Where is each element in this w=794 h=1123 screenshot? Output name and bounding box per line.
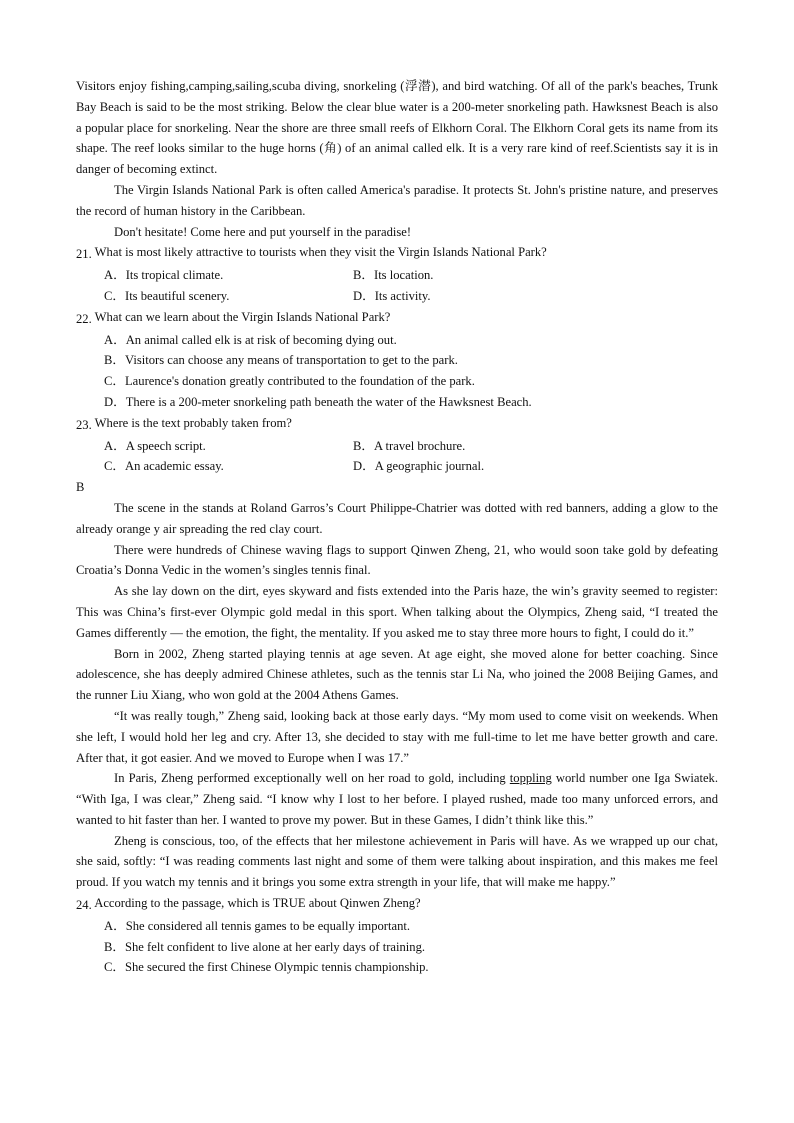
question-number: 21. bbox=[76, 247, 92, 262]
exam-page bbox=[76, 76, 718, 978]
passage-b-paragraph-7: Zheng is conscious, too, of the effects that her milestone achievement in Paris will have. As we wrapped up our chat, she said, softly: “I was reading comments last night and some of them were talking about inspiration, and this makes me feel proud. If you watch my tennis and it brings you some extra strength in your life, that will make me happy.” bbox=[76, 833, 718, 890]
passage-b-paragraph-4: Born in 2002, Zheng started playing tennis at age seven. At age eight, she moved alone for better coaching. Since adolescence, she has deeply admired Chinese athletes, such as the tennis star Li Na, who joined the 2008 Beijing Games, and the runner Liu Xiang, who won gold at the 2004 Athens Games. bbox=[76, 646, 718, 703]
option-a[interactable]: A．Its tropical climate. bbox=[104, 268, 224, 283]
option-b[interactable]: B．A travel brochure. bbox=[353, 438, 466, 453]
question-stem: What can we learn about the Virgin Islands National Park? bbox=[94, 309, 391, 324]
option-c[interactable]: C．Laurence's donation greatly contributed to the foundation of the park. bbox=[104, 374, 475, 389]
option-b[interactable]: B．Its location. bbox=[353, 268, 434, 283]
options bbox=[76, 436, 718, 478]
option-a[interactable]: A．She considered all tennis games to be equally important. bbox=[104, 918, 411, 933]
question-24 bbox=[76, 893, 718, 978]
passage-a-paragraph-1: Visitors enjoy fishing,camping,sailing,scuba diving, snorkeling (浮潜), and bird watching. Of all of the park's beaches, Trunk Bay Beach is said to be the most striking. Below the clear blue water is a 200-meter snorkeling path. Hawksnest Beach is also a popular place for snorkeling. Near the shore are three small reefs of Elkhorn Coral. The Elkhorn Coral gets its name from its shape. The reef looks similar to the huge horns (角) of an animal called elk. It is a very rare kind of reef.Scientists say it is in danger of becoming extinct. bbox=[76, 79, 718, 177]
option-b[interactable]: B．Visitors can choose any means of transportation to get to the park. bbox=[104, 353, 458, 368]
question-stem: Where is the text probably taken from? bbox=[94, 415, 292, 430]
option-a[interactable]: A．A speech script. bbox=[104, 438, 206, 453]
option-a[interactable]: A．An animal called elk is at risk of becoming dying out. bbox=[104, 332, 397, 347]
paragraph-text: In Paris, Zheng performed exceptionally well on her road to gold, including bbox=[114, 771, 510, 786]
question-23 bbox=[76, 413, 718, 477]
option-c[interactable]: C．Its beautiful scenery. bbox=[104, 288, 230, 303]
question-number: 23. bbox=[76, 417, 92, 432]
option-d[interactable]: D．A geographic journal. bbox=[353, 459, 485, 474]
option-b[interactable]: B．She felt confident to live alone at her early days of training. bbox=[104, 939, 426, 954]
option-c[interactable]: C．An academic essay. bbox=[104, 459, 224, 474]
question-stem: What is most likely attractive to tourists when they visit the Virgin Islands National Park? bbox=[94, 245, 547, 260]
question-21 bbox=[76, 242, 718, 306]
paragraph-text: world number one Iga Swiatek. “With Iga, I was clear,” Zheng said. “I know why I lost to her before. I played rushed, made too many unforced errors, and wanted to hit faster than her. I wanted to prove my power. But in these Games, I didn’t think like this.” bbox=[76, 771, 718, 827]
passage-b-paragraph-5: “It was really tough,” Zheng said, looking back at those early days. “My mom used to come visit on weekends. When she left, I would hold her leg and cry. After 13, she decided to stay with me full-time to let me have better growth and care. After that, it got easier. And we moved to Europe when I was 17.” bbox=[76, 708, 718, 765]
passage-a-paragraph-2: The Virgin Islands National Park is often called America's paradise. It protects St. John's pristine nature, and preserves the record of human history in the Caribbean. bbox=[76, 182, 718, 218]
question-number: 24. bbox=[76, 898, 92, 913]
option-d[interactable]: D．Its activity. bbox=[353, 288, 431, 303]
option-c[interactable]: C．She secured the first Chinese Olympic tennis championship. bbox=[104, 960, 429, 975]
passage-a-paragraph-3: Don't hesitate! Come here and put yourself in the paradise! bbox=[114, 224, 412, 239]
passage-b-paragraph-1: The scene in the stands at Roland Garros’s Court Philippe-Chatrier was dotted with red banners, adding a glow to the already orange y air spreading the red clay court. bbox=[76, 500, 718, 536]
question-number: 22. bbox=[76, 311, 92, 326]
options bbox=[76, 330, 718, 413]
underlined-word: toppling bbox=[509, 771, 552, 786]
passage-b-paragraph-3: As she lay down on the dirt, eyes skyward and fists extended into the Paris haze, the win’s gravity seemed to register: This was China’s first-ever Olympic gold medal in this sport. When talking about the Olympics, Zheng said, “I treated the Games differently — the emotion, the fight, the mentality. If you asked me to stay three more hours to fight, I could do it.” bbox=[76, 584, 718, 640]
options bbox=[76, 916, 718, 978]
section-b-heading: B bbox=[76, 480, 85, 495]
question-22 bbox=[76, 307, 718, 413]
passage-b-paragraph-6 bbox=[76, 768, 718, 830]
options bbox=[76, 265, 718, 307]
passage-b-paragraph-2: There were hundreds of Chinese waving flags to support Qinwen Zheng, 21, who would soon take gold by defeating Croatia’s Donna Vedic in the women’s singles tennis final. bbox=[76, 542, 718, 578]
question-stem: According to the passage, which is TRUE about Qinwen Zheng? bbox=[94, 896, 421, 911]
option-d[interactable]: D．There is a 200-meter snorkeling path beneath the water of the Hawksnest Beach. bbox=[104, 394, 532, 409]
